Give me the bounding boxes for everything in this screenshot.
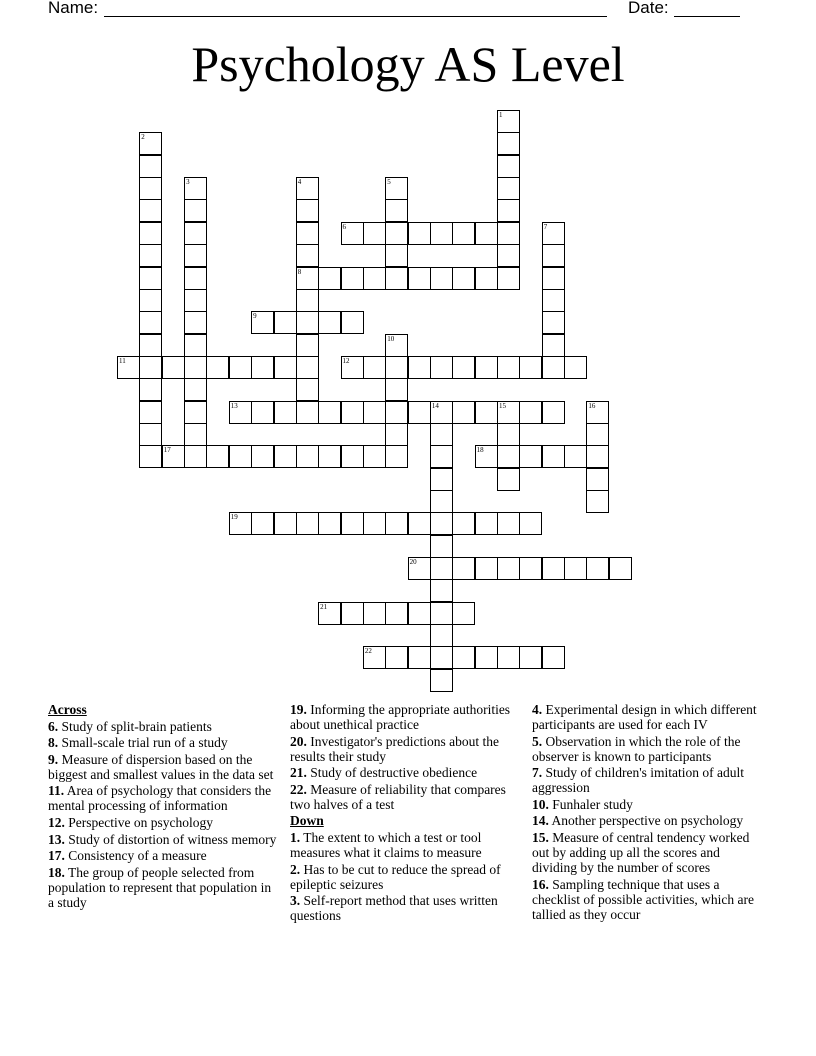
grid-cell[interactable]	[139, 132, 162, 155]
grid-cell[interactable]	[430, 512, 453, 535]
grid-cell[interactable]	[184, 356, 207, 379]
grid-cell[interactable]	[519, 512, 542, 535]
grid-cell[interactable]	[139, 311, 162, 334]
grid-cell[interactable]	[609, 557, 632, 580]
grid-cell[interactable]	[139, 289, 162, 312]
grid-cell[interactable]	[408, 401, 431, 424]
grid-cell[interactable]	[430, 445, 453, 468]
grid-cell[interactable]	[139, 334, 162, 357]
grid-cell[interactable]	[184, 445, 207, 468]
grid-cell[interactable]	[475, 267, 498, 290]
grid-cell[interactable]	[408, 222, 431, 245]
clue-number: 8	[297, 267, 302, 276]
grid-cell[interactable]	[452, 602, 475, 625]
grid-cell[interactable]	[430, 624, 453, 647]
clue-number: 16	[588, 401, 596, 410]
grid-cell[interactable]	[430, 490, 453, 513]
grid-cell[interactable]	[274, 311, 297, 334]
grid-cell[interactable]	[452, 222, 475, 245]
across-clue	[290, 765, 522, 780]
clue-text: Study of destructive obedience	[306, 765, 478, 781]
clue-num: 16.	[532, 876, 549, 892]
grid-cell[interactable]	[206, 445, 229, 468]
grid-cell[interactable]	[497, 177, 520, 200]
clue-num: 3.	[290, 893, 301, 909]
grid-cell[interactable]	[139, 423, 162, 446]
clue-number: 1	[499, 111, 503, 119]
clue-text: Area of psychology that considers the mental processing of information	[48, 783, 272, 814]
clue-text: Informing the appropriate authorities about unethical practice	[290, 702, 511, 732]
grid-cell[interactable]	[162, 356, 185, 379]
clue-num: 10.	[532, 796, 549, 812]
grid-cell[interactable]	[497, 646, 520, 669]
clues-column-1	[48, 702, 280, 911]
clue-number: 6	[342, 222, 346, 231]
grid-cell[interactable]	[542, 557, 565, 580]
grid-cell[interactable]	[184, 334, 207, 357]
grid-cell[interactable]	[184, 289, 207, 312]
grid-cell[interactable]	[408, 557, 431, 580]
across-clue	[48, 783, 280, 813]
grid-cell[interactable]	[385, 646, 408, 669]
grid-cell[interactable]	[274, 401, 297, 424]
grid-cell[interactable]	[475, 356, 498, 379]
grid-cell[interactable]	[408, 356, 431, 379]
clue-text: Has to be cut to reduce the spread of epileptic seizures	[290, 861, 501, 892]
grid-cell[interactable]	[296, 244, 319, 267]
grid-cell[interactable]	[586, 557, 609, 580]
clue-num: 20.	[290, 733, 307, 749]
grid-cell[interactable]	[430, 535, 453, 558]
grid-cell[interactable]	[296, 177, 319, 200]
clue-num: 18.	[48, 864, 65, 880]
clue-number: 12	[342, 356, 350, 365]
clue-number: 18	[476, 446, 484, 455]
grid-cell[interactable]	[586, 423, 609, 446]
across-clue	[48, 752, 280, 782]
grid-cell[interactable]	[430, 579, 453, 602]
grid-cell[interactable]	[296, 222, 319, 245]
down-clue	[290, 830, 522, 860]
grid-cell[interactable]	[564, 557, 587, 580]
grid-cell[interactable]	[139, 356, 162, 379]
grid-cell[interactable]	[542, 311, 565, 334]
grid-cell[interactable]	[296, 199, 319, 222]
clue-number: 21	[320, 602, 328, 611]
grid-cell[interactable]	[519, 646, 542, 669]
down-clue	[532, 797, 764, 812]
grid-cell[interactable]	[296, 356, 319, 379]
grid-cell[interactable]	[274, 445, 297, 468]
across-clue	[48, 735, 280, 750]
clue-text: Study of split-brain patients	[58, 718, 212, 734]
grid-cell[interactable]	[139, 244, 162, 267]
grid-cell[interactable]	[452, 646, 475, 669]
grid-cell[interactable]	[251, 512, 274, 535]
grid-cell[interactable]	[139, 222, 162, 245]
grid-cell[interactable]	[542, 222, 565, 245]
grid-cell[interactable]	[363, 222, 386, 245]
grid-cell[interactable]	[184, 311, 207, 334]
grid-cell[interactable]	[586, 490, 609, 513]
across-clue	[290, 782, 522, 812]
grid-cell[interactable]	[475, 512, 498, 535]
clue-number: 9	[253, 312, 257, 321]
clues-column-2	[290, 702, 522, 925]
grid-cell[interactable]	[139, 267, 162, 290]
down-heading: Down	[290, 813, 324, 829]
grid-cell[interactable]	[497, 468, 520, 491]
grid-cell[interactable]	[452, 356, 475, 379]
grid-cell[interactable]	[542, 267, 565, 290]
grid-cell[interactable]	[229, 356, 252, 379]
clue-num: 13.	[48, 831, 65, 847]
page-title: Psychology AS Level	[191, 36, 625, 92]
clue-text: Measure of central tendency worked out by adding up all the scores and dividing by the number of scores	[532, 829, 750, 875]
grid-cell[interactable]	[184, 267, 207, 290]
down-clue	[532, 765, 764, 795]
clue-text: Observation in which the role of the observer is known to participants	[532, 733, 741, 764]
grid-cell[interactable]	[139, 199, 162, 222]
grid-cell[interactable]	[341, 445, 364, 468]
grid-cell[interactable]	[586, 445, 609, 468]
grid-cell[interactable]	[452, 512, 475, 535]
clue-text: Investigator's predictions about the results their study	[290, 733, 500, 764]
grid-cell[interactable]	[318, 267, 341, 290]
grid-cell[interactable]	[229, 445, 252, 468]
grid-cell[interactable]	[452, 267, 475, 290]
clue-text: Self-report method that uses written questions	[290, 893, 498, 924]
down-clue	[532, 702, 764, 732]
clue-num: 5.	[532, 733, 543, 749]
grid-cell[interactable]	[341, 602, 364, 625]
across-clue	[48, 832, 280, 847]
grid-cell[interactable]	[452, 557, 475, 580]
grid-cell[interactable]	[497, 222, 520, 245]
grid-cell[interactable]	[408, 267, 431, 290]
clue-num: 14.	[532, 813, 549, 829]
clue-number: 4	[297, 178, 302, 187]
clue-num: 19.	[290, 702, 307, 717]
grid-cell[interactable]	[430, 646, 453, 669]
grid-cell[interactable]	[542, 289, 565, 312]
clue-number: 5	[387, 178, 391, 187]
grid-cell[interactable]	[363, 445, 386, 468]
clue-number: 3	[186, 178, 190, 187]
clues-column-3	[532, 702, 764, 923]
clue-text: The extent to which a test or tool measures what it claims to measure	[290, 829, 482, 860]
grid-cell[interactable]	[408, 512, 431, 535]
grid-cell[interactable]	[542, 445, 565, 468]
grid-cell[interactable]	[475, 646, 498, 669]
clue-num: 7.	[532, 765, 543, 781]
grid-cell[interactable]	[184, 199, 207, 222]
grid-cell[interactable]	[519, 445, 542, 468]
clue-text: Study of children's imitation of adult aggression	[532, 765, 745, 796]
grid-cell[interactable]	[229, 512, 252, 535]
down-clue	[290, 893, 522, 923]
grid-cell[interactable]	[497, 557, 520, 580]
grid-cell[interactable]	[251, 311, 274, 334]
grid-cell[interactable]	[318, 311, 341, 334]
grid-cell[interactable]	[385, 244, 408, 267]
clue-text: Study of distortion of witness memory	[64, 831, 277, 847]
across-clue	[48, 848, 280, 863]
clue-number: 13	[230, 401, 238, 410]
grid-cell[interactable]	[430, 468, 453, 491]
down-clue	[532, 734, 764, 764]
clue-number: 19	[230, 513, 238, 522]
down-clue	[532, 877, 764, 922]
clue-num: 17.	[48, 848, 65, 864]
grid-cell[interactable]	[430, 401, 453, 424]
grid-cell[interactable]	[430, 267, 453, 290]
grid-cell[interactable]	[408, 646, 431, 669]
grid-cell[interactable]	[519, 557, 542, 580]
date-label: Date:	[628, 0, 669, 17]
grid-cell[interactable]	[542, 401, 565, 424]
grid-cell[interactable]	[296, 311, 319, 334]
grid-cell[interactable]	[542, 356, 565, 379]
clue-num: 8.	[48, 735, 59, 751]
grid-cell[interactable]	[519, 401, 542, 424]
grid-cell[interactable]	[117, 356, 140, 379]
grid-cell[interactable]	[139, 177, 162, 200]
clue-number: 2	[141, 133, 145, 142]
clue-number: 15	[499, 401, 506, 410]
grid-cell[interactable]	[341, 512, 364, 535]
grid-cell[interactable]	[184, 222, 207, 245]
header	[48, 0, 768, 20]
grid-cell[interactable]	[542, 244, 565, 267]
grid-cell[interactable]	[318, 602, 341, 625]
name-label: Name:	[48, 0, 99, 17]
grid-cell[interactable]	[385, 445, 408, 468]
grid-cell[interactable]	[385, 512, 408, 535]
grid-cell[interactable]	[542, 646, 565, 669]
grid-cell[interactable]	[296, 401, 319, 424]
across-clue	[290, 702, 522, 732]
clue-number: 10	[387, 334, 395, 343]
grid-cell[interactable]	[318, 401, 341, 424]
date-field[interactable]	[674, 16, 740, 17]
grid-cell[interactable]	[497, 110, 520, 133]
grid-cell[interactable]	[385, 199, 408, 222]
grid-cell[interactable]	[184, 177, 207, 200]
grid-cell[interactable]	[497, 356, 520, 379]
grid-cell[interactable]	[296, 512, 319, 535]
grid-cell[interactable]	[542, 334, 565, 357]
clue-text: Consistency of a measure	[64, 848, 207, 864]
grid-cell[interactable]	[296, 334, 319, 357]
grid-cell[interactable]	[274, 356, 297, 379]
grid-cell[interactable]	[385, 378, 408, 401]
grid-cell[interactable]	[274, 512, 297, 535]
clue-num: 9.	[48, 751, 59, 767]
clue-text: Experimental design in which different participants are used for each IV	[532, 702, 757, 732]
down-clue	[290, 862, 522, 892]
down-clue	[532, 830, 764, 875]
grid-cell[interactable]	[139, 155, 162, 178]
grid-cell[interactable]	[430, 669, 453, 692]
grid-cell[interactable]	[586, 401, 609, 424]
grid-cell[interactable]	[363, 646, 386, 669]
grid-cell[interactable]	[497, 445, 520, 468]
grid-cell[interactable]	[430, 222, 453, 245]
grid-cell[interactable]	[184, 378, 207, 401]
grid-cell[interactable]	[385, 401, 408, 424]
grid-cell[interactable]	[341, 222, 364, 245]
clue-num: 11.	[48, 783, 65, 799]
grid-cell[interactable]	[475, 445, 498, 468]
across-heading: Across	[48, 702, 87, 717]
grid-cell[interactable]	[497, 401, 520, 424]
name-field[interactable]	[104, 16, 607, 17]
grid-cell[interactable]	[564, 356, 587, 379]
clue-number: 14	[431, 401, 439, 410]
grid-cell[interactable]	[341, 356, 364, 379]
grid-cell[interactable]	[497, 423, 520, 446]
grid-cell[interactable]	[139, 401, 162, 424]
clue-num: 4.	[532, 702, 543, 717]
grid-cell[interactable]	[430, 602, 453, 625]
grid-cell[interactable]	[586, 468, 609, 491]
grid-cell[interactable]	[385, 334, 408, 357]
grid-cell[interactable]	[452, 401, 475, 424]
grid-cell[interactable]	[385, 222, 408, 245]
grid-cell[interactable]	[497, 244, 520, 267]
clue-text: Funhaler study	[548, 796, 633, 812]
across-clue	[48, 865, 280, 910]
grid-cell[interactable]	[385, 267, 408, 290]
clue-num: 12.	[48, 814, 65, 830]
grid-cell[interactable]	[430, 557, 453, 580]
grid-cell[interactable]	[251, 401, 274, 424]
grid-cell[interactable]	[296, 445, 319, 468]
down-clue	[532, 813, 764, 828]
grid-cell[interactable]	[296, 267, 319, 290]
grid-cell[interactable]	[408, 602, 431, 625]
grid-cell[interactable]	[296, 378, 319, 401]
grid-cell[interactable]	[296, 289, 319, 312]
clue-num: 21.	[290, 765, 307, 781]
grid-cell[interactable]	[385, 177, 408, 200]
clue-num: 2.	[290, 861, 301, 877]
grid-cell[interactable]	[385, 602, 408, 625]
grid-cell[interactable]	[363, 401, 386, 424]
grid-cell[interactable]	[363, 356, 386, 379]
grid-cell[interactable]	[385, 423, 408, 446]
clue-num: 22.	[290, 781, 307, 797]
grid-cell[interactable]	[341, 267, 364, 290]
grid-cell[interactable]	[184, 423, 207, 446]
clue-num: 1.	[290, 829, 301, 845]
grid-cell[interactable]	[206, 356, 229, 379]
grid-cell[interactable]	[519, 356, 542, 379]
grid-cell[interactable]	[341, 401, 364, 424]
grid-cell[interactable]	[139, 445, 162, 468]
clue-text: Sampling technique that uses a checklist of possible activities, which are tallied as they occur	[532, 876, 754, 922]
clue-text: Small-scale trial run of a study	[58, 735, 228, 751]
clue-number: 17	[163, 446, 171, 455]
across-clue	[290, 734, 522, 764]
grid-cell[interactable]	[318, 512, 341, 535]
grid-cell[interactable]	[430, 423, 453, 446]
clue-text: Perspective on psychology	[64, 814, 213, 830]
clue-text: Measure of reliability that compares two halves of a test	[290, 781, 506, 812]
grid-cell[interactable]	[318, 445, 341, 468]
clue-text: Measure of dispersion based on the biggest and smallest values in the data set	[48, 751, 274, 782]
grid-cell[interactable]	[497, 155, 520, 178]
clue-num: 15.	[532, 829, 549, 845]
clue-number: 20	[409, 558, 417, 566]
clue-number: 22	[364, 647, 372, 656]
clue-number: 11	[119, 356, 126, 365]
clue-text: The group of people selected from population to represent that population in a study	[48, 864, 272, 910]
grid-cell[interactable]	[475, 222, 498, 245]
grid-cell[interactable]	[363, 512, 386, 535]
grid-cell[interactable]	[341, 311, 364, 334]
grid-cell[interactable]	[430, 356, 453, 379]
clue-text: Another perspective on psychology	[548, 813, 744, 829]
across-clue	[48, 815, 280, 830]
grid-cell[interactable]	[184, 401, 207, 424]
across-clue	[48, 719, 280, 734]
grid-cell[interactable]	[229, 401, 252, 424]
grid-cell[interactable]	[497, 267, 520, 290]
grid-cell[interactable]	[251, 445, 274, 468]
grid-cell[interactable]	[184, 244, 207, 267]
grid-cell[interactable]	[385, 356, 408, 379]
grid-cell[interactable]	[162, 445, 185, 468]
grid-cell[interactable]	[363, 267, 386, 290]
grid-cell[interactable]	[497, 199, 520, 222]
grid-cell[interactable]	[475, 557, 498, 580]
grid-cell[interactable]	[251, 356, 274, 379]
grid-cell[interactable]	[497, 512, 520, 535]
grid-cell[interactable]	[497, 132, 520, 155]
grid-cell[interactable]	[475, 401, 498, 424]
grid-cell[interactable]	[564, 445, 587, 468]
clue-num: 6.	[48, 718, 59, 734]
grid-cell[interactable]	[363, 602, 386, 625]
grid-cell[interactable]	[139, 378, 162, 401]
clue-number: 7	[543, 222, 548, 231]
